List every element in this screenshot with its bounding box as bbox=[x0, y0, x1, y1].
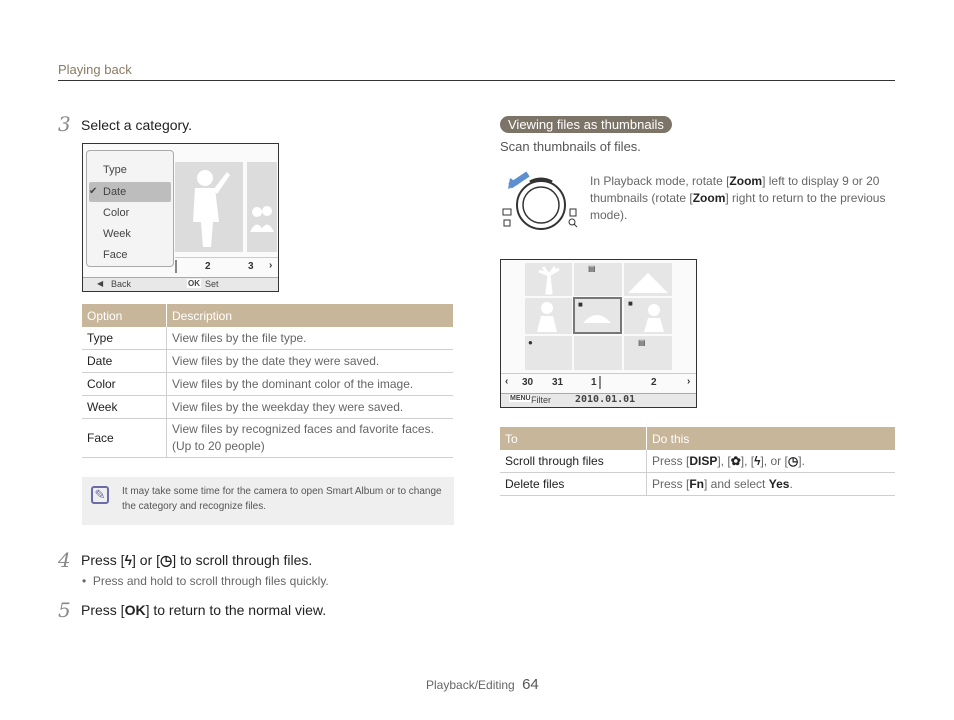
voice-memo-icon: ● bbox=[528, 338, 533, 347]
step-number-3: 3 bbox=[58, 112, 71, 136]
thumbnail[interactable] bbox=[624, 263, 672, 296]
print-icon: ▤ bbox=[588, 264, 596, 273]
checkmark-icon: ✔ bbox=[89, 186, 98, 197]
table-row bbox=[82, 350, 453, 373]
footer-label: Playback/Editing bbox=[426, 678, 515, 692]
menu-item-type[interactable]: Type bbox=[103, 164, 127, 176]
thumbnail[interactable] bbox=[574, 336, 622, 370]
yes-option: Yes bbox=[768, 477, 790, 491]
description-cell: View files by the dominant color of the image. bbox=[167, 373, 454, 396]
couple-silhouette-icon bbox=[247, 162, 277, 252]
disp-key-icon: DISP bbox=[689, 454, 718, 468]
description-cell: View files by the date they were saved. bbox=[167, 350, 454, 373]
nav-number: 2 bbox=[205, 261, 211, 272]
thumbnail-screen bbox=[500, 259, 697, 408]
date-display: 2010.01.01 bbox=[575, 394, 636, 405]
table-row bbox=[82, 327, 453, 350]
thumbnail-nav-row bbox=[501, 373, 696, 391]
menu-item-label: Date bbox=[103, 186, 127, 198]
table-row bbox=[82, 396, 453, 419]
macro-key-icon: ✿ bbox=[730, 454, 741, 468]
note-pencil-icon: ✎ bbox=[91, 486, 109, 504]
camera-category-screen bbox=[82, 143, 279, 292]
do-this-cell: Press [Fn] and select Yes. bbox=[647, 473, 896, 496]
step-4-bullet: • Press and hold to scroll through files quickly. bbox=[82, 574, 329, 588]
page-number: 64 bbox=[522, 676, 539, 693]
thumbnail[interactable] bbox=[525, 263, 572, 296]
nav-number: 1 bbox=[591, 377, 597, 388]
section-title bbox=[500, 116, 672, 134]
zoom-dial-illustration bbox=[500, 164, 584, 230]
category-menu bbox=[86, 150, 174, 267]
step-3-text: Select a category. bbox=[81, 117, 193, 133]
nav-number: 30 bbox=[522, 377, 534, 388]
photo-thumbnail bbox=[175, 162, 243, 252]
nav-number: 2 bbox=[651, 377, 657, 388]
table-header-to: To bbox=[500, 427, 647, 450]
nav-number: 3 bbox=[248, 261, 254, 272]
movie-icon: ■ bbox=[578, 300, 583, 309]
page-nav-row bbox=[175, 257, 278, 275]
scroll-marker bbox=[599, 376, 601, 389]
to-cell: Scroll through files bbox=[500, 450, 647, 473]
bullet-dot: • bbox=[82, 574, 93, 588]
section-title-pill: Viewing files as thumbnails bbox=[500, 116, 672, 133]
menu-key-icon[interactable]: MENU bbox=[510, 395, 531, 402]
chevron-right-icon[interactable]: › bbox=[269, 260, 273, 271]
thumbnail[interactable] bbox=[525, 336, 572, 370]
photo-thumbnail-2 bbox=[247, 162, 277, 252]
to-cell: Delete files bbox=[500, 473, 647, 496]
menu-item-color[interactable]: Color bbox=[103, 207, 130, 219]
timer-key-icon: ◷ bbox=[160, 552, 173, 568]
note-text: It may take some time for the camera to open Smart Album or to change the category and recognize files. bbox=[122, 486, 442, 512]
thumbnail[interactable] bbox=[574, 263, 622, 296]
step-number-4: 4 bbox=[58, 548, 71, 572]
option-cell: Face bbox=[82, 419, 167, 458]
timer-key-icon: ◷ bbox=[787, 454, 799, 468]
thumbnail[interactable] bbox=[525, 298, 572, 334]
filter-label: Filter bbox=[531, 395, 551, 405]
section-subtitle: Scan thumbnails of files. bbox=[500, 139, 641, 154]
ok-key-icon: OK bbox=[124, 602, 146, 618]
table-header-description: Description bbox=[167, 304, 454, 327]
menu-item-week[interactable]: Week bbox=[103, 228, 131, 240]
option-cell: Color bbox=[82, 373, 167, 396]
table-row bbox=[82, 419, 453, 458]
menu-item-date[interactable] bbox=[89, 182, 171, 202]
set-label: Set bbox=[205, 279, 219, 289]
description-cell: View files by the weekday they were saved. bbox=[167, 396, 454, 419]
note-box bbox=[82, 477, 454, 525]
movie-icon: ■ bbox=[628, 299, 633, 308]
table-row bbox=[500, 473, 895, 496]
table-row bbox=[82, 373, 453, 396]
child-silhouette-icon bbox=[175, 162, 243, 252]
flash-key-icon: ϟ bbox=[754, 454, 761, 468]
thumbnail[interactable] bbox=[624, 336, 672, 370]
table-header-do-this: Do this bbox=[647, 427, 896, 450]
thumbnail[interactable] bbox=[624, 298, 672, 334]
camera-status-bar bbox=[83, 277, 278, 291]
footer bbox=[426, 676, 539, 693]
menu-item-face[interactable]: Face bbox=[103, 249, 128, 261]
back-label: Back bbox=[111, 279, 132, 289]
nav-number: 31 bbox=[552, 377, 564, 388]
back-arrow-icon[interactable]: ◀ bbox=[97, 279, 104, 288]
actions-table bbox=[500, 427, 895, 496]
flash-key-icon: ϟ bbox=[124, 552, 132, 568]
description-cell: View files by recognized faces and favorite faces. (Up to 20 people) bbox=[167, 419, 454, 458]
fn-key-icon: Fn bbox=[689, 477, 705, 491]
options-table bbox=[82, 304, 453, 458]
option-cell: Date bbox=[82, 350, 167, 373]
thumbnail-status-bar bbox=[501, 393, 696, 407]
table-row bbox=[500, 450, 895, 473]
step-5-text: Press [OK] to return to the normal view. bbox=[81, 602, 327, 618]
thumbnail-selected[interactable] bbox=[573, 297, 622, 334]
person-silhouette-icon bbox=[525, 298, 572, 334]
mountain-icon bbox=[624, 263, 672, 296]
ok-key-icon[interactable]: OK bbox=[188, 279, 200, 288]
print-icon: ▤ bbox=[638, 338, 646, 347]
option-cell: Type bbox=[82, 327, 167, 350]
zoom-instructions: In Playback mode, rotate [Zoom] left to display 9 or 20 thumbnails (rotate [Zoom] right to return to the previous mode). bbox=[590, 174, 886, 222]
option-cell: Week bbox=[82, 396, 167, 419]
header-divider bbox=[58, 80, 895, 81]
chevron-left-icon[interactable]: ‹ bbox=[505, 376, 509, 387]
zoom-dial-icon bbox=[500, 164, 584, 230]
description-cell: View files by the file type. bbox=[167, 327, 454, 350]
table-header-option: Option bbox=[82, 304, 167, 327]
do-this-cell: Press [DISP], [✿], [ϟ], or [◷]. bbox=[647, 450, 896, 473]
palm-tree-icon bbox=[525, 263, 572, 296]
step-number-5: 5 bbox=[58, 598, 71, 622]
chevron-right-icon[interactable]: › bbox=[687, 376, 691, 387]
step-4-text: Press [ϟ] or [◷] to scroll through files. bbox=[81, 552, 313, 568]
section-header: Playing back bbox=[58, 62, 132, 77]
scroll-marker bbox=[175, 260, 177, 273]
